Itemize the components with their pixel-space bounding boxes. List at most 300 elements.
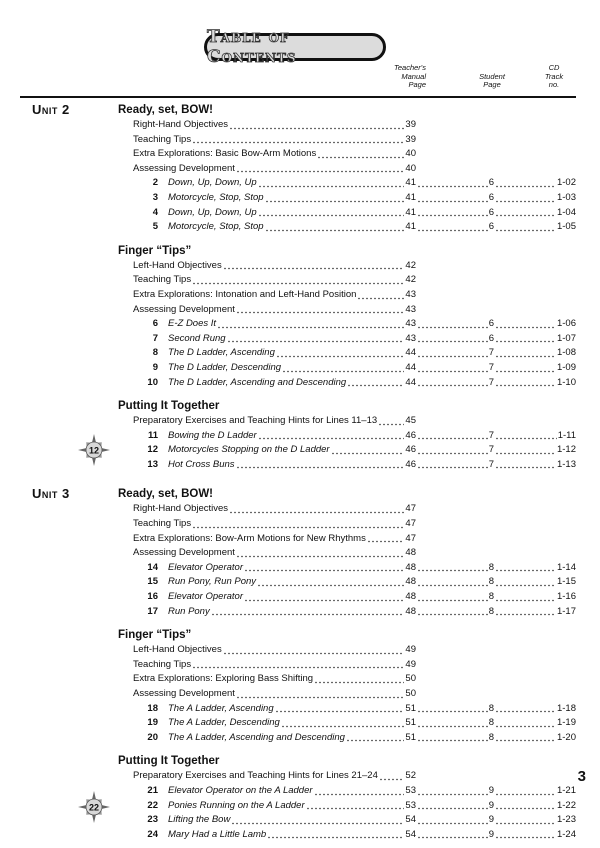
cd-track: 1-16 bbox=[556, 591, 576, 603]
teacher-page: 54 bbox=[405, 828, 416, 840]
toc-entry[interactable] bbox=[0, 206, 600, 221]
teacher-page: 47 bbox=[405, 518, 416, 530]
dot-leader bbox=[495, 734, 556, 742]
teacher-page: 43 bbox=[405, 288, 416, 300]
teacher-page: 53 bbox=[405, 784, 416, 796]
teacher-page: 42 bbox=[405, 274, 416, 286]
dot-leader bbox=[495, 564, 556, 572]
teacher-page: 39 bbox=[405, 119, 416, 130]
teacher-page: 43 bbox=[405, 332, 416, 344]
entry-title: The D Ladder, Ascending bbox=[168, 347, 275, 359]
entry-title: The D Ladder, Descending bbox=[168, 361, 282, 373]
header-line: Student bbox=[479, 71, 505, 81]
cd-track: 1-19 bbox=[556, 717, 576, 729]
toc-entry[interactable] bbox=[0, 273, 600, 288]
toc-entry[interactable] bbox=[0, 502, 600, 517]
dot-leader bbox=[306, 802, 405, 810]
toc-entry[interactable] bbox=[0, 687, 600, 702]
student-page: 7 bbox=[488, 444, 494, 456]
teacher-page: 51 bbox=[405, 702, 416, 714]
cd-track: 1-12 bbox=[556, 444, 576, 456]
line-number: 6 bbox=[152, 318, 158, 330]
toc-entry[interactable] bbox=[0, 799, 600, 814]
toc-entry[interactable] bbox=[0, 414, 600, 429]
dot-leader bbox=[367, 535, 405, 543]
toc-entry[interactable] bbox=[0, 672, 600, 687]
teacher-page: 44 bbox=[405, 361, 416, 373]
cd-track: 1-09 bbox=[556, 361, 576, 373]
section-heading: Finger “Tips” bbox=[118, 629, 192, 642]
teacher-page: 48 bbox=[405, 576, 416, 588]
line-number: 2 bbox=[152, 177, 158, 189]
dot-leader bbox=[236, 306, 405, 314]
badge-number: 12 bbox=[88, 445, 100, 456]
toc-entry[interactable] bbox=[0, 259, 600, 274]
dot-leader bbox=[236, 165, 405, 173]
entry-title: Mary Had a Little Lamb bbox=[168, 828, 267, 840]
entry-title: Right-Hand Objectives bbox=[133, 119, 229, 130]
dot-leader bbox=[495, 802, 556, 810]
dot-leader bbox=[192, 136, 404, 144]
dot-leader bbox=[417, 224, 488, 232]
dot-leader bbox=[417, 720, 488, 728]
toc-entry[interactable] bbox=[0, 317, 600, 332]
toc-entry[interactable] bbox=[0, 532, 600, 547]
teacher-page: 41 bbox=[405, 221, 416, 233]
line-number: 8 bbox=[152, 347, 158, 359]
line-number: 16 bbox=[147, 591, 158, 603]
cd-track: 1-04 bbox=[556, 206, 576, 218]
toc-entry[interactable] bbox=[0, 658, 600, 673]
entry-title: The A Ladder, Ascending bbox=[168, 702, 274, 714]
entry-title: Extra Explorations: Basic Bow-Arm Motions bbox=[133, 148, 317, 160]
dot-leader bbox=[275, 705, 405, 713]
dot-leader bbox=[267, 831, 404, 839]
dot-leader bbox=[495, 594, 556, 602]
section bbox=[0, 753, 600, 842]
line-number: 4 bbox=[152, 206, 158, 218]
dot-leader bbox=[282, 365, 404, 373]
line-number: 21 bbox=[147, 784, 158, 796]
line-number: 7 bbox=[152, 332, 158, 344]
dot-leader bbox=[357, 292, 404, 300]
student-page: 6 bbox=[488, 206, 494, 218]
entry-title: Assessing Development bbox=[133, 162, 235, 174]
line-number: 15 bbox=[147, 576, 158, 588]
student-page: 7 bbox=[488, 458, 494, 470]
teacher-page: 40 bbox=[405, 148, 416, 160]
student-page: 6 bbox=[488, 318, 494, 330]
dot-leader bbox=[417, 180, 488, 188]
header-line: Teacher's bbox=[393, 63, 426, 72]
teacher-page: 41 bbox=[405, 206, 416, 218]
cd-track: 1-22 bbox=[556, 799, 576, 811]
teacher-page: 46 bbox=[405, 444, 416, 456]
entry-title: Motorcycle, Stop, Stop bbox=[168, 221, 264, 233]
cd-track: 1-24 bbox=[556, 828, 576, 840]
teacher-page: 48 bbox=[405, 547, 416, 559]
dot-leader bbox=[495, 321, 556, 329]
teacher-page: 46 bbox=[405, 458, 416, 470]
dot-leader bbox=[244, 564, 404, 572]
dot-leader bbox=[229, 506, 404, 514]
dot-leader bbox=[417, 734, 488, 742]
dot-leader bbox=[417, 817, 488, 825]
dot-leader bbox=[495, 788, 556, 796]
cd-track: 1-23 bbox=[556, 814, 576, 826]
toc-entry[interactable] bbox=[0, 716, 600, 731]
student-page: 6 bbox=[488, 332, 494, 344]
teacher-page: 41 bbox=[405, 191, 416, 203]
teacher-page: 51 bbox=[405, 717, 416, 729]
cd-track: 1-02 bbox=[556, 177, 576, 189]
entry-title: The D Ladder, Ascending and Descending bbox=[168, 376, 347, 388]
student-page: 8 bbox=[488, 717, 494, 729]
dot-leader bbox=[417, 321, 488, 329]
cd-track: 1-03 bbox=[556, 191, 576, 203]
toc-entry[interactable] bbox=[0, 346, 600, 361]
teacher-page: 50 bbox=[405, 673, 416, 685]
toc-entry[interactable] bbox=[0, 769, 600, 784]
entry-title: E-Z Does It bbox=[168, 318, 217, 330]
teacher-page: 49 bbox=[405, 658, 416, 670]
dot-leader bbox=[236, 550, 405, 558]
section-heading: Ready, set, BOW! bbox=[118, 104, 213, 116]
toc-entry[interactable] bbox=[0, 191, 600, 206]
dot-leader bbox=[265, 195, 405, 203]
header-line: Page bbox=[483, 80, 501, 89]
teacher-page: 41 bbox=[405, 177, 416, 189]
line-number: 22 bbox=[147, 799, 158, 811]
entry-title: Run Pony bbox=[168, 605, 210, 617]
page-title: Table of Contents bbox=[207, 27, 297, 67]
dot-leader bbox=[231, 817, 404, 825]
dot-leader bbox=[417, 594, 488, 602]
dot-leader bbox=[417, 788, 488, 796]
teacher-page: 48 bbox=[405, 561, 416, 573]
dot-leader bbox=[258, 432, 405, 440]
line-number: 5 bbox=[152, 221, 158, 233]
line-number: 24 bbox=[147, 828, 158, 840]
toc-entry[interactable] bbox=[0, 162, 600, 177]
dot-leader bbox=[314, 676, 404, 684]
entry-title: Assessing Development bbox=[133, 547, 235, 559]
teacher-page: 45 bbox=[405, 415, 416, 427]
cd-track: 1-18 bbox=[556, 702, 576, 714]
dot-leader bbox=[495, 379, 556, 387]
toc-entry[interactable] bbox=[0, 220, 600, 235]
section-heading: Finger “Tips” bbox=[118, 244, 192, 257]
entry-title: Extra Explorations: Intonation and Left-Hand Position bbox=[133, 288, 357, 300]
entry-title: Preparatory Exercises and Teaching Hints for Lines 11–13 bbox=[133, 415, 378, 427]
column-header-cd bbox=[534, 64, 574, 90]
dot-leader bbox=[417, 379, 488, 387]
unit-label: Unit 3 bbox=[32, 486, 70, 502]
student-page: 8 bbox=[488, 591, 494, 603]
dot-leader bbox=[417, 447, 488, 455]
dot-leader bbox=[495, 195, 556, 203]
line-number: 10 bbox=[147, 376, 158, 388]
unit-block bbox=[0, 102, 600, 472]
dot-leader bbox=[223, 647, 405, 655]
dot-leader bbox=[347, 379, 404, 387]
header-line: Track bbox=[544, 71, 564, 81]
student-page: 6 bbox=[488, 221, 494, 233]
toc-entry[interactable] bbox=[0, 147, 600, 162]
teacher-page: 50 bbox=[405, 688, 416, 699]
section bbox=[0, 102, 600, 235]
dot-leader bbox=[211, 608, 405, 616]
dot-leader bbox=[495, 224, 556, 232]
entry-title: Elevator Operator on the A Ladder bbox=[168, 784, 313, 796]
entry-title: Assessing Development bbox=[133, 688, 235, 699]
dot-leader bbox=[417, 335, 488, 343]
toc-entry[interactable] bbox=[0, 546, 600, 561]
entry-title: Teaching Tips bbox=[133, 133, 192, 145]
dot-leader bbox=[495, 180, 556, 188]
line-number: 12 bbox=[147, 444, 158, 456]
student-page: 6 bbox=[488, 191, 494, 203]
dot-leader bbox=[417, 365, 488, 373]
entry-title: The A Ladder, Descending bbox=[168, 717, 280, 729]
line-number: 9 bbox=[152, 361, 158, 373]
cd-track: 1-08 bbox=[556, 347, 576, 359]
entry-title: Motorcycle, Stop, Stop bbox=[168, 191, 264, 203]
cd-track: 1-11 bbox=[557, 429, 576, 441]
dot-leader bbox=[257, 579, 404, 587]
entry-title: Left-Hand Objectives bbox=[133, 644, 222, 656]
student-page: 7 bbox=[488, 429, 494, 441]
toc-entry[interactable] bbox=[0, 332, 600, 347]
entry-title: Left-Hand Objectives bbox=[133, 259, 222, 271]
dot-leader bbox=[276, 350, 405, 358]
dot-leader bbox=[244, 594, 404, 602]
section bbox=[0, 243, 600, 390]
cd-track: 1-14 bbox=[556, 561, 576, 573]
teacher-page: 47 bbox=[405, 532, 416, 544]
dot-leader bbox=[217, 321, 404, 329]
line-number: 17 bbox=[147, 605, 158, 617]
line-number: 23 bbox=[147, 814, 158, 826]
student-page: 8 bbox=[488, 702, 494, 714]
cd-track: 1-21 bbox=[556, 784, 576, 796]
toc-entry[interactable] bbox=[0, 133, 600, 148]
dot-leader bbox=[495, 432, 557, 440]
header-line: CD bbox=[548, 63, 560, 72]
dot-leader bbox=[495, 608, 556, 616]
dot-leader bbox=[417, 831, 488, 839]
entry-title: Assessing Development bbox=[133, 303, 235, 315]
teacher-page: 40 bbox=[405, 162, 416, 174]
toc-entry[interactable] bbox=[0, 784, 600, 799]
toc-entry[interactable] bbox=[0, 376, 600, 391]
section-heading: Ready, set, BOW! bbox=[118, 488, 213, 501]
toc-entry[interactable] bbox=[0, 517, 600, 532]
dot-leader bbox=[314, 788, 405, 796]
student-page: 8 bbox=[488, 731, 494, 743]
teacher-page: 52 bbox=[405, 770, 416, 782]
dot-leader bbox=[417, 350, 488, 358]
dot-leader bbox=[229, 122, 404, 130]
line-number: 14 bbox=[147, 561, 158, 573]
dot-leader bbox=[192, 277, 404, 285]
entry-title: Teaching Tips bbox=[133, 274, 192, 286]
dot-leader bbox=[495, 720, 556, 728]
line-number: 11 bbox=[147, 429, 158, 441]
column-header-teacher bbox=[382, 64, 426, 90]
toc-entry[interactable] bbox=[0, 605, 600, 620]
unit-block bbox=[0, 486, 600, 842]
cd-track: 1-20 bbox=[556, 731, 576, 743]
section-heading: Putting It Together bbox=[118, 755, 220, 768]
toc-entry[interactable] bbox=[0, 361, 600, 376]
entry-title: Elevator Operator bbox=[168, 591, 243, 603]
dot-leader bbox=[417, 461, 488, 469]
section bbox=[0, 486, 600, 619]
cd-track: 1-10 bbox=[556, 376, 576, 388]
teacher-page: 43 bbox=[405, 303, 416, 315]
student-page: 8 bbox=[488, 576, 494, 588]
dot-leader bbox=[495, 335, 556, 343]
toc-entry[interactable] bbox=[0, 443, 600, 458]
entry-title: Extra Explorations: Exploring Bass Shifting bbox=[133, 673, 314, 685]
entry-title: Teaching Tips bbox=[133, 518, 192, 530]
section-heading: Putting It Together bbox=[118, 400, 220, 413]
dot-leader bbox=[281, 720, 405, 728]
dot-leader bbox=[346, 734, 404, 742]
dot-leader bbox=[379, 773, 405, 781]
dot-leader bbox=[317, 151, 404, 159]
teacher-page: 46 bbox=[405, 429, 416, 441]
student-page: 9 bbox=[488, 828, 494, 840]
student-page: 7 bbox=[488, 361, 494, 373]
toc-entry[interactable] bbox=[0, 731, 600, 746]
badge-number: 22 bbox=[88, 802, 100, 813]
student-page: 9 bbox=[488, 799, 494, 811]
teacher-page: 47 bbox=[405, 503, 416, 515]
student-page: 7 bbox=[488, 376, 494, 388]
teacher-page: 48 bbox=[405, 605, 416, 617]
student-page: 9 bbox=[488, 814, 494, 826]
entry-title: Lifting the Bow bbox=[168, 814, 231, 826]
cd-track: 1-13 bbox=[556, 458, 576, 470]
student-page: 7 bbox=[488, 347, 494, 359]
toc-entry[interactable] bbox=[0, 643, 600, 658]
header-line: Page bbox=[408, 80, 426, 89]
dot-leader bbox=[495, 579, 556, 587]
dot-leader bbox=[417, 579, 488, 587]
entry-title: Ponies Running on the A Ladder bbox=[168, 799, 305, 811]
entry-title: Elevator Operator bbox=[168, 561, 243, 573]
cd-track: 1-15 bbox=[556, 576, 576, 588]
dot-leader bbox=[417, 608, 488, 616]
dot-leader bbox=[192, 521, 404, 529]
dot-leader bbox=[495, 365, 556, 373]
page-title-banner bbox=[204, 27, 386, 67]
entry-title: Second Rung bbox=[168, 332, 226, 344]
entry-title: Hot Cross Buns bbox=[168, 458, 235, 470]
entry-title: Extra Explorations: Bow-Arm Motions for New Rhythms bbox=[133, 532, 366, 544]
dot-leader bbox=[417, 705, 488, 713]
line-number: 13 bbox=[147, 458, 158, 470]
dot-leader bbox=[417, 209, 488, 217]
line-number: 19 bbox=[147, 717, 158, 729]
dot-leader bbox=[192, 661, 404, 669]
toc-content bbox=[0, 100, 600, 848]
header-line: no. bbox=[548, 80, 560, 89]
toc-entry[interactable] bbox=[0, 561, 600, 576]
toc-entry[interactable] bbox=[0, 303, 600, 318]
dot-leader bbox=[495, 831, 556, 839]
toc-entry[interactable] bbox=[0, 813, 600, 828]
student-page: 9 bbox=[488, 784, 494, 796]
teacher-page: 44 bbox=[405, 376, 416, 388]
dot-leader bbox=[495, 350, 556, 358]
entry-title: Run Pony, Run Pony bbox=[168, 576, 257, 588]
dot-leader bbox=[417, 432, 488, 440]
toc-entry[interactable] bbox=[0, 575, 600, 590]
teacher-page: 42 bbox=[405, 259, 416, 271]
dot-leader bbox=[227, 335, 405, 343]
student-page: 6 bbox=[488, 177, 494, 189]
dot-leader bbox=[236, 461, 405, 469]
entry-title: Teaching Tips bbox=[133, 658, 192, 670]
entry-title: Down, Up, Down, Up bbox=[168, 206, 257, 218]
cd-track: 1-06 bbox=[556, 318, 576, 330]
header-rule bbox=[20, 96, 576, 98]
dot-leader bbox=[258, 180, 405, 188]
dot-leader bbox=[258, 209, 405, 217]
dot-leader bbox=[236, 691, 405, 699]
teacher-page: 39 bbox=[405, 133, 416, 145]
teacher-page: 51 bbox=[405, 731, 416, 743]
teacher-page: 54 bbox=[405, 814, 416, 826]
dot-leader bbox=[417, 802, 488, 810]
toc-entry[interactable] bbox=[0, 590, 600, 605]
entry-title: Motorcycles Stopping on the D Ladder bbox=[168, 444, 330, 456]
entry-title: Right-Hand Objectives bbox=[133, 503, 229, 515]
dot-leader bbox=[378, 418, 404, 426]
teacher-page: 48 bbox=[405, 591, 416, 603]
cd-track: 1-17 bbox=[556, 605, 576, 617]
student-page: 8 bbox=[488, 561, 494, 573]
dot-leader bbox=[495, 705, 556, 713]
entry-title: The A Ladder, Ascending and Descending bbox=[168, 731, 345, 743]
header-line: Manual bbox=[401, 71, 426, 81]
toc-entry[interactable] bbox=[0, 118, 600, 133]
line-number: 20 bbox=[147, 731, 158, 743]
toc-entry[interactable] bbox=[0, 429, 600, 444]
student-page: 8 bbox=[488, 605, 494, 617]
dot-leader bbox=[223, 262, 405, 270]
toc-entry[interactable] bbox=[0, 176, 600, 191]
toc-entry[interactable] bbox=[0, 458, 600, 473]
teacher-page: 49 bbox=[405, 644, 416, 656]
toc-entry[interactable] bbox=[0, 288, 600, 303]
dot-leader bbox=[417, 195, 488, 203]
teacher-page: 44 bbox=[405, 347, 416, 359]
section bbox=[0, 398, 600, 472]
teacher-page: 53 bbox=[405, 799, 416, 811]
column-header-student bbox=[470, 73, 514, 90]
dot-leader bbox=[417, 564, 488, 572]
entry-title: Down, Up, Down, Up bbox=[168, 177, 257, 189]
dot-leader bbox=[495, 209, 556, 217]
entry-title: Preparatory Exercises and Teaching Hints for Lines 21–24 bbox=[133, 770, 378, 782]
dot-leader bbox=[265, 224, 405, 232]
toc-entry[interactable] bbox=[0, 702, 600, 717]
toc-entry[interactable] bbox=[0, 828, 600, 843]
